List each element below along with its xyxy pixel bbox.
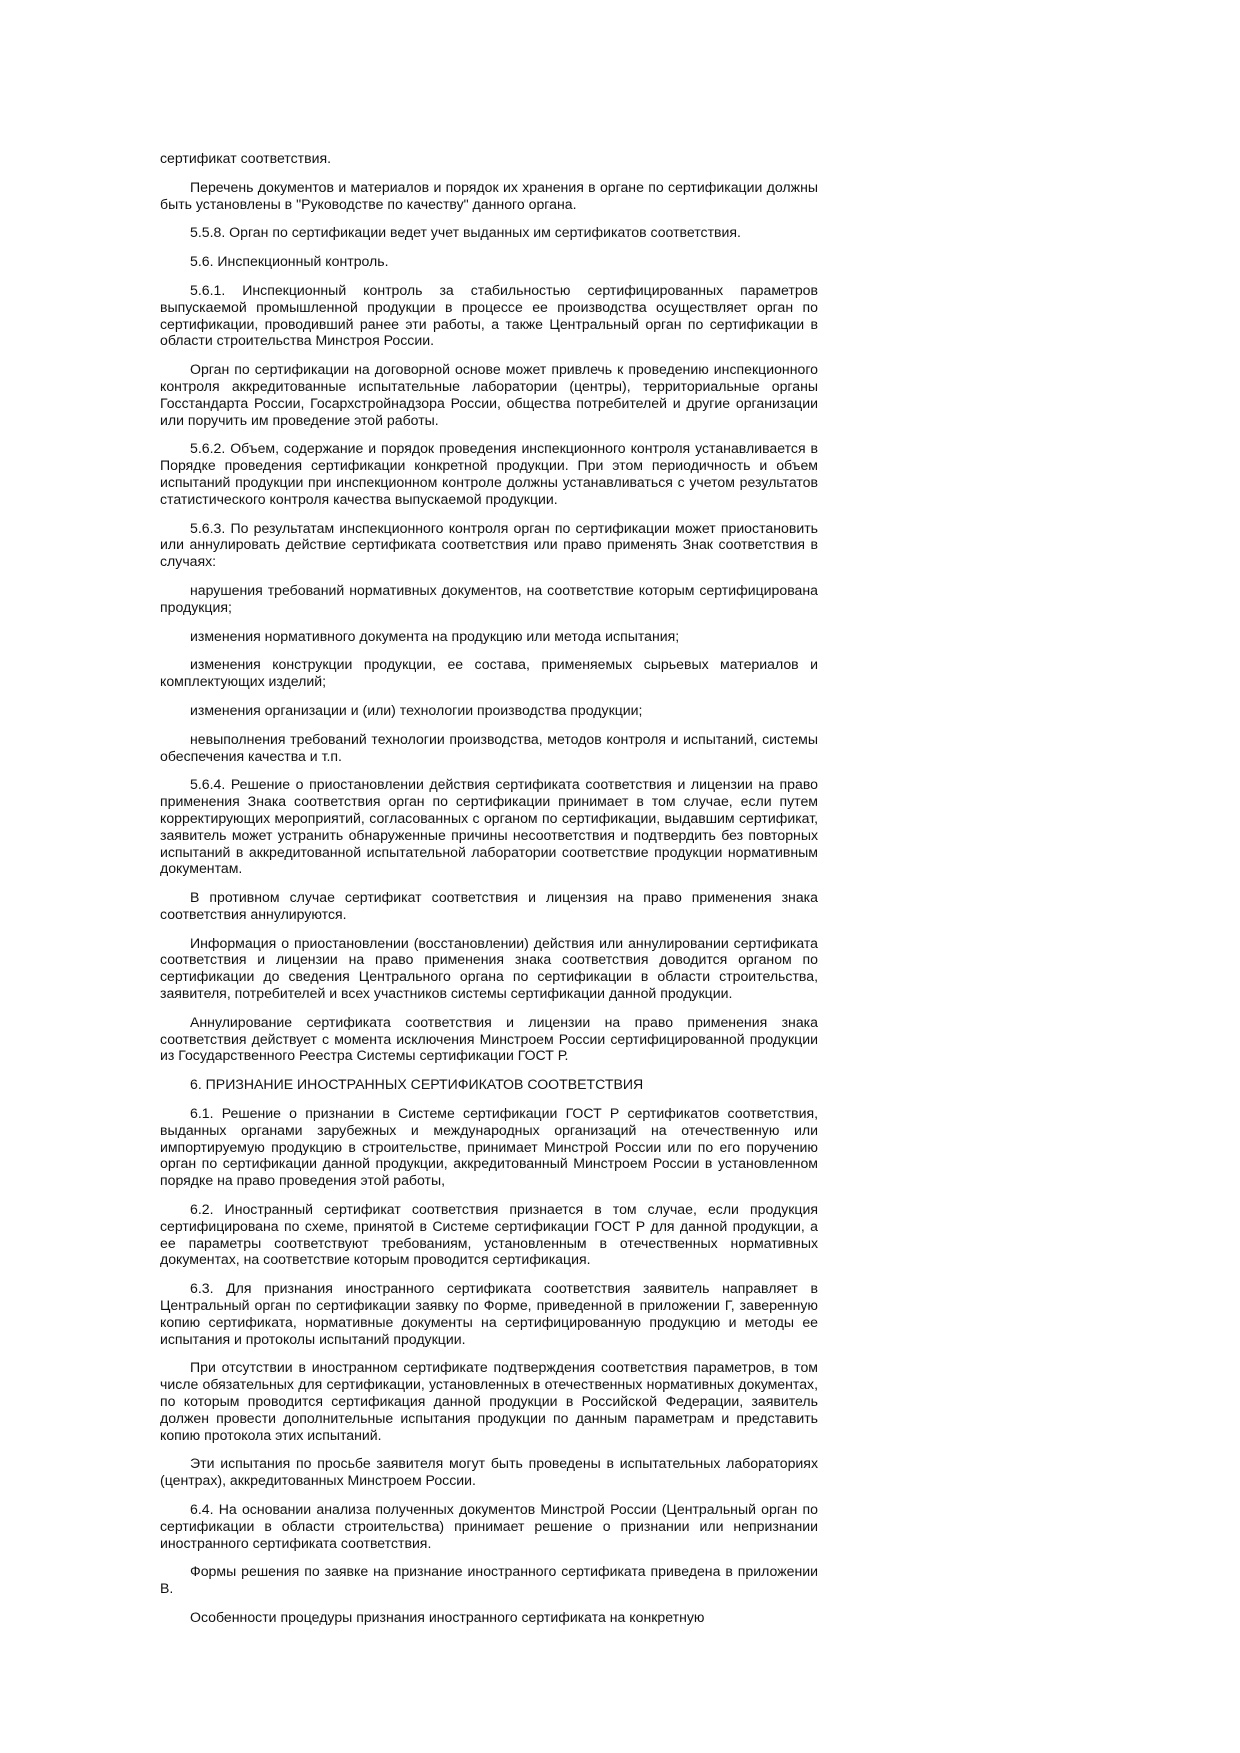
paragraph-procedure-features: Особенности процедуры признания иностранного сертификата на конкретную (190, 1608, 705, 1625)
paragraph-6-4: 6.4. На основании анализа полученных документов Минстрой России (Центральный орган по сертификации в области строительства) принимает решение о признании или непризнании иностранного сертификата соответствия. (160, 1501, 818, 1551)
paragraph-6-1: 6.1. Решение о признании в Системе сертификации ГОСТ Р сертификатов соответствия, выданных органами зарубежных и международных организаций на отечественную или импортируемую продукцию в строительстве, принимает Минстрой России или по его поручению орган по сертификации данной продукции, аккредитованный Минстроем России в установленном порядке на право проведения этой работы, (160, 1105, 818, 1189)
paragraph-contract-inspection: Орган по сертификации на договорной основе может привлечь к проведению инспекционного контроля аккредитованные испытательные лаборатории (центры), территориальные органы Госстандарта России, Госархстройнадзора России, общества потребителей и другие организации или поручить им проведение этой работы. (160, 361, 818, 428)
paragraph-6-2: 6.2. Иностранный сертификат соответствия признается в том случае, если продукция сертифицирована по схеме, принятой в Системе сертификации ГОСТ Р для данной продукции, а ее параметры соответствуют требованиям, установленным в отечественных нормативных документах, на соответствие которым проводится сертификация. (160, 1201, 818, 1268)
paragraph-laboratory-tests: Эти испытания по просьбе заявителя могут быть проведены в испытательных лабораториях (центрах), аккредитованных Минстроем России. (160, 1455, 818, 1489)
list-item-requirements-violation: нарушения требований нормативных документов, на соответствие которым сертифицирована продукция; (160, 581, 818, 615)
list-item-construction-change: изменения конструкции продукции, ее состава, применяемых сырьевых материалов и комплектующих изделий; (160, 656, 818, 690)
section-heading-6: 6. ПРИЗНАНИЕ ИНОСТРАННЫХ СЕРТИФИКАТОВ СООТВЕТСТВИЯ (190, 1076, 644, 1093)
paragraph-5-6-4: 5.6.4. Решение о приостановлении действия сертификата соответствия и лицензии на право применения Знака соответствия орган по сертификации принимает в том случае, если путем корректирующих мероприятий, согласованных с органом по сертификации, выдавшим сертификат, заявитель может устранить обнаруженные причины несоответствия и подтвердить без повторных испытаний в аккредитованной испытательной лаборатории соответствие продукции нормативным документам. (160, 776, 818, 877)
list-item-normative-change: изменения нормативного документа на продукцию или метода испытания; (190, 627, 680, 644)
paragraph-5-6-2: 5.6.2. Объем, содержание и порядок проведения инспекционного контроля устанавливается в Порядке проведения сертификации конкретной продукции. При этом периодичность и объем испытаний продукции при инспекционном контроле должны устанавливаться с учетом результатов статистического контроля качества выпускаемой продукции. (160, 440, 818, 507)
paragraph-missing-confirmation: При отсутствии в иностранном сертификате подтверждения соответствия параметров, в том числе обязательных для сертификации, установленных в отечественных нормативных документах, по которым проводится сертификация данной продукции в Российской Федерации, заявитель должен провести дополнительные испытания продукции по данным параметрам и представить копию протокола этих испытаний. (160, 1359, 818, 1443)
section-heading-5-6: 5.6. Инспекционный контроль. (190, 253, 389, 270)
paragraph-decision-forms: Формы решения по заявке на признание иностранного сертификата приведена в приложении В. (160, 1563, 818, 1597)
paragraph-6-3: 6.3. Для признания иностранного сертификата соответствия заявитель направляет в Центральный орган по сертификации заявку по Форме, приведенной в приложении Г, заверенную копию сертификата, нормативные документы на сертифицированную продукцию и методы ее испытания и протоколы испытаний продукции. (160, 1280, 818, 1347)
document-page (160, 150, 818, 1638)
paragraph-5-5-8: 5.5.8. Орган по сертификации ведет учет выданных им сертификатов соответствия. (190, 224, 741, 241)
paragraph-information: Информация о приостановлении (восстановлении) действия или аннулировании сертификата соответствия и лицензии на право применения знака соответствия доводится органом по сертификации до сведения Центрального органа по сертификации в области строительства, заявителя, потребителей и всех участников системы сертификации данной продукции. (160, 934, 818, 1002)
list-item-technology-nonfulfillment: невыполнения требований технологии производства, методов контроля и испытаний, системы обеспечения качества и т.п. (160, 730, 818, 764)
paragraph-document-list: Перечень документов и материалов и порядок их хранения в органе по сертификации должны быть установлены в "Руководстве по качеству" данного органа. (160, 178, 818, 212)
paragraph-5-6-3: 5.6.3. По результатам инспекционного контроля орган по сертификации может приостановить или аннулировать действие сертификата соответствия или право применять Знак соответствия в случаях: (160, 519, 818, 570)
paragraph-5-6-1: 5.6.1. Инспекционный контроль за стабильностью сертифицированных параметров выпускаемой промышленной продукции в процессе ее производства осуществляет орган по сертификации, проводивший ранее эти работы, а также Центральный орган по сертификации в области строительства Минстроя России. (160, 281, 818, 349)
paragraph-continuation: сертификат соответствия. (160, 150, 332, 166)
paragraph-annulment-effect: Аннулирование сертификата соответствия и лицензии на право применения знака соответствия действует с момента исключения Минстроем России сертифицированной продукции из Государственного Реестра Системы сертификации ГОСТ Р. (160, 1013, 818, 1064)
paragraph-annulment: В противном случае сертификат соответствия и лицензия на право применения знака соответствия аннулируются. (160, 889, 818, 922)
list-item-technology-change: изменения организации и (или) технологии производства продукции; (190, 701, 643, 718)
